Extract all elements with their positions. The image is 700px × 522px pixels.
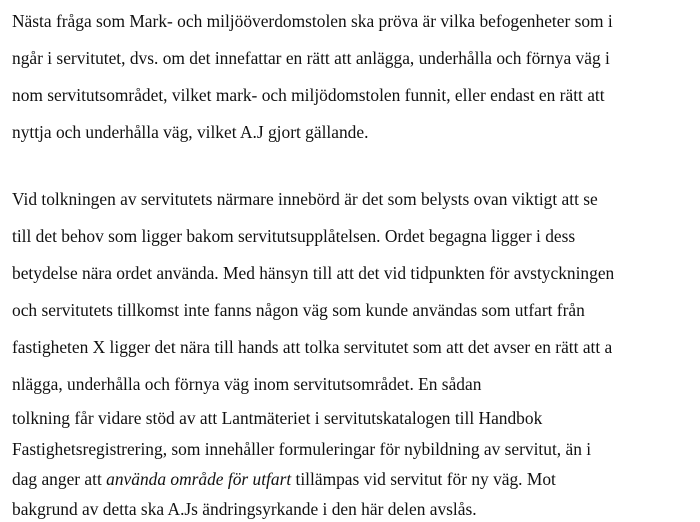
- paragraph-2-line-5: fastigheten X ligger det nära till hands att tolka servitutet som att det avser en rätt att a: [12, 337, 613, 357]
- paragraph-2-line-4: och servitutets tillkomst inte fanns någon väg som kunde användas som utfart från: [12, 300, 585, 320]
- paragraph-2-line-3: betydelse nära ordet använda. Med hänsyn till att det vid tidpunkten för avstyckningen: [12, 263, 615, 283]
- line-text-before: dag anger att: [12, 469, 107, 489]
- paragraph-2-line-10: bakgrund av detta ska A.Js ändringsyrkande i den här delen avslås.: [12, 499, 477, 519]
- paragraph-2-line-7: tolkning får vidare stöd av att Lantmäteriet i servitutskatalogen till Handbok: [12, 408, 543, 428]
- paragraph-1-line-1: Nästa fråga som Mark- och miljööverdomstolen ska pröva är vilka befogenheter som i: [12, 11, 613, 31]
- paragraph-2-line-8: Fastighetsregistrering, som innehåller formuleringar för nybildning av servitut, än i: [12, 439, 592, 459]
- line-text-after: tillämpas vid servitut för ny väg. Mot: [291, 469, 556, 489]
- paragraph-2-line-2: till det behov som ligger bakom servitutsupplåtelsen. Ordet begagna ligger i dess: [12, 226, 576, 246]
- paragraph-2-line-1: Vid tolkningen av servitutets närmare innebörd är det som belysts ovan viktigt att se: [12, 189, 598, 209]
- italic-phrase: använda område för utfart: [106, 469, 292, 489]
- paragraph-1-line-2: ngår i servitutet, dvs. om det innefattar en rätt att anlägga, underhålla och förnya väg i: [12, 48, 610, 68]
- paragraph-2-line-6: nlägga, underhålla och förnya väg inom servitutsområdet. En sådan: [12, 374, 482, 394]
- paragraph-2-line-9: [12, 469, 556, 489]
- paragraph-1-line-4: nyttja och underhålla väg, vilket A.J gjort gällande.: [12, 122, 369, 142]
- paragraph-1-line-3: nom servitutsområdet, vilket mark- och miljödomstolen funnit, eller endast en rätt att: [12, 85, 605, 105]
